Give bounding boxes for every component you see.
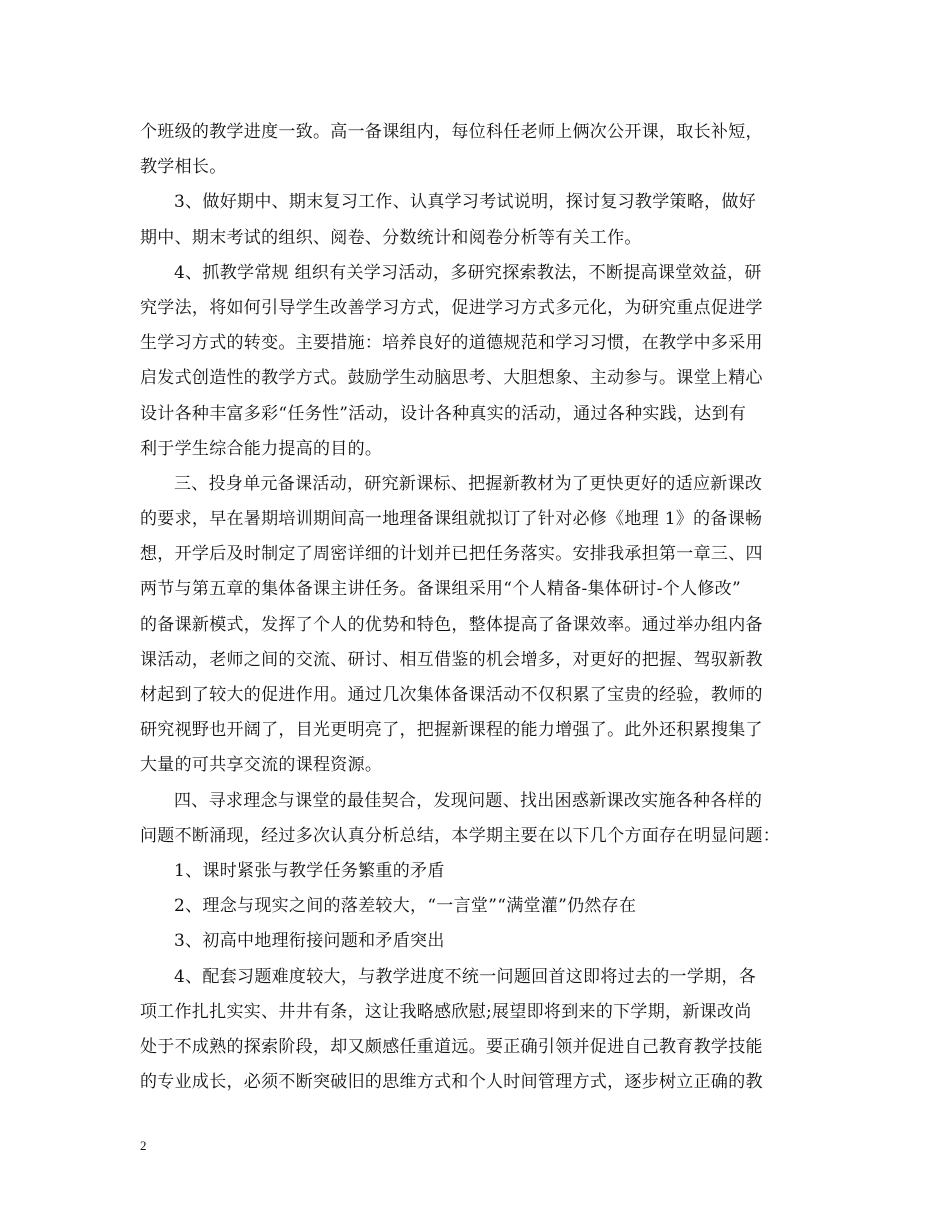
- text-line: 2、理念与现实之间的落差较大，“一言堂”“满堂灌”仍然存在: [174, 896, 637, 917]
- text-line: 教学相长。: [140, 157, 227, 178]
- text-line: 的备课新模式，发挥了个人的优势和特色，整体提高了备课效率。通过举办组内备: [140, 614, 763, 635]
- text-line: 研究视野也开阔了，目光更明亮了，把握新课程的能力增强了。此外还积累搜集了: [140, 720, 763, 741]
- body-text: [140, 115, 820, 1100]
- text-line: 课活动，老师之间的交流、研讨、相互借鉴的机会增多，对更好的把握、驾驭新教: [140, 649, 763, 670]
- text-line: 的专业成长，必须不断突破旧的思维方式和个人时间管理方式，逐步树立正确的教: [140, 1072, 763, 1093]
- text-line: 启发式创造性的教学方式。鼓励学生动脑思考、大胆想象、主动参与。课堂上精心: [140, 368, 763, 389]
- text-line: 3、初高中地理衔接问题和矛盾突出: [174, 931, 445, 952]
- text-line: 生学习方式的转变。主要措施：培养良好的道德规范和学习习惯，在教学中多采用: [140, 333, 763, 354]
- text-line: 想，开学后及时制定了周密详细的计划并已把任务落实。安排我承担第一章三、四: [140, 544, 763, 565]
- text-line: 项工作扎扎实实、井井有条，这让我略感欣慰;展望即将到来的下学期，新课改尚: [140, 1001, 752, 1022]
- text-line: 两节与第五章的集体备课主讲任务。备课组采用“个人精备-集体研讨-个人修改”: [140, 579, 741, 600]
- text-line: 利于学生综合能力提高的目的。: [140, 438, 383, 459]
- text-line: 三、投身单元备课活动，研究新课标、把握新教材为了更快更好的适应新课改: [174, 473, 763, 494]
- text-line: 1、课时紧张与教学任务繁重的矛盾: [174, 860, 445, 881]
- text-line: 究学法，将如何引导学生改善学习方式，促进学习方式多元化，为研究重点促进学: [140, 297, 763, 318]
- text-line: 处于不成熟的探索阶段，却又颇感任重道远。要正确引领并促进自己教育教学技能: [140, 1036, 763, 1057]
- text-line: 个班级的教学进度一致。高一备课组内，每位科任老师上俩次公开课，取长补短，: [140, 122, 763, 142]
- text-line: 3、做好期中、期末复习工作、认真学习考试说明，探讨复习教学策略，做好: [174, 192, 757, 213]
- text-line: 大量的可共享交流的课程资源。: [140, 755, 383, 776]
- text-line: 期中、期末考试的组织、阅卷、分数统计和阅卷分析等有关工作。: [140, 227, 642, 248]
- text-line: 4、配套习题难度较大，与教学进度不统一问题回首这即将过去的一学期，各: [174, 966, 757, 987]
- text-line: 设计各种丰富多彩“任务性”活动，设计各种真实的活动，通过各种实践，达到有: [140, 403, 747, 424]
- text-line: 4、抓教学常规 组织有关学习活动，多研究探索教法，不断提高课堂效益，研: [174, 262, 762, 283]
- text-line: 的要求，早在暑期培训期间高一地理备课组就拟订了针对必修《地理 1》的备课畅: [140, 509, 763, 530]
- page-number: 2: [140, 1138, 147, 1153]
- text-line: 材起到了较大的促进作用。通过几次集体备课活动不仅积累了宝贵的经验，教师的: [140, 685, 763, 705]
- text-line: 四、寻求理念与课堂的最佳契合，发现问题、找出困惑新课改实施各种各样的: [174, 790, 763, 811]
- text-line: 问题不断涌现，经过多次认真分析总结，本学期主要在以下几个方面存在明显问题：: [140, 825, 781, 846]
